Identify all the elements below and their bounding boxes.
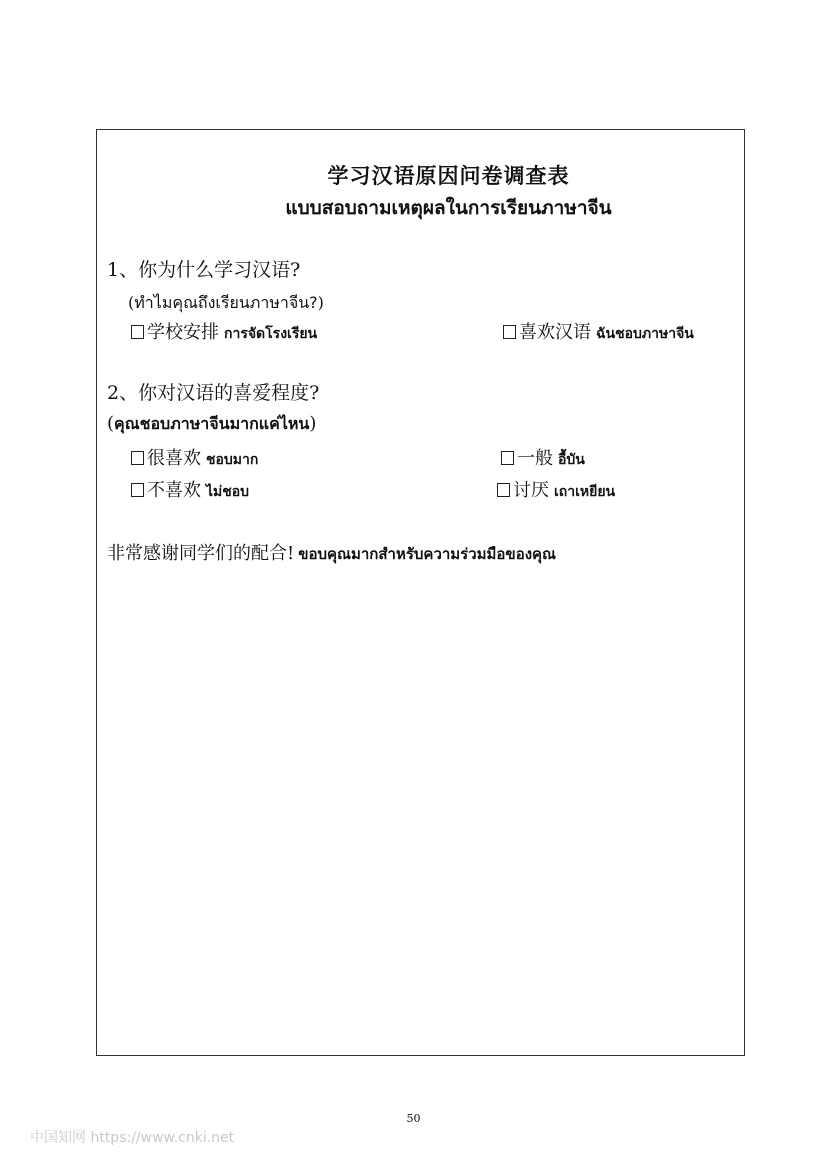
option-label-th: อื้บัน [558, 452, 585, 468]
checkbox-icon[interactable] [131, 451, 144, 465]
option-label-th: เถาเหยียน [554, 484, 616, 500]
checkbox-icon[interactable] [131, 483, 144, 497]
watermark: 中国知网 https://www.cnki.net [30, 1130, 235, 1146]
option-label-cn: 讨厌 [513, 480, 549, 501]
option-label-th: การจัดโรงเรียน [224, 326, 318, 342]
option-label-th: ไม่ชอบ [206, 484, 250, 500]
question-2-thai-text: คุณชอบภาษาจีนมากแค่ไหน [114, 414, 310, 433]
thanks-th: ขอบคุณมากสำหรับความร่วมมือของคุณ [298, 545, 556, 563]
checkbox-icon[interactable] [501, 451, 514, 465]
thanks-cn: 非常感谢同学们的配合! [107, 543, 295, 564]
q2-option-dislike[interactable] [131, 476, 249, 503]
thanks-note [107, 539, 556, 566]
option-label-cn: 不喜欢 [147, 480, 201, 501]
option-label-cn: 喜欢汉语 [519, 322, 591, 343]
checkbox-icon[interactable] [503, 325, 516, 339]
page-number: 50 [406, 1112, 421, 1125]
q1-option-like-chinese[interactable] [503, 318, 694, 345]
title-thai: แบบสอบถามเหตุผลในการเรียนภาษาจีน [285, 197, 612, 219]
option-label-th: ฉันชอบภาษาจีน [596, 326, 694, 342]
q2-option-like-very-much[interactable] [131, 444, 258, 471]
option-label-cn: 一般 [517, 448, 553, 469]
option-label-cn: 学校安排 [147, 322, 219, 343]
checkbox-icon[interactable] [131, 325, 144, 339]
question-1: 1、你为什么学习汉语? [107, 259, 301, 281]
paren-close: ) [317, 293, 324, 312]
checkbox-icon[interactable] [497, 483, 510, 497]
question-1-thai [128, 291, 324, 316]
question-2: 2、你对汉语的喜爱程度? [107, 382, 320, 404]
q1-option-school-arranged[interactable] [131, 318, 317, 345]
question-2-thai [107, 412, 316, 437]
title-chinese: 学习汉语原因问卷调查表 [327, 163, 570, 188]
q2-option-hate[interactable] [497, 476, 615, 503]
paren-open: ( [128, 293, 135, 312]
q2-option-average[interactable] [501, 444, 585, 471]
question-1-thai-text: ทำไมคุณถึงเรียนภาษาจีน? [134, 293, 318, 312]
paren-close: ) [309, 413, 317, 434]
paren-open: ( [107, 413, 115, 434]
option-label-th: ชอบมาก [206, 452, 259, 468]
option-label-cn: 很喜欢 [147, 448, 201, 469]
